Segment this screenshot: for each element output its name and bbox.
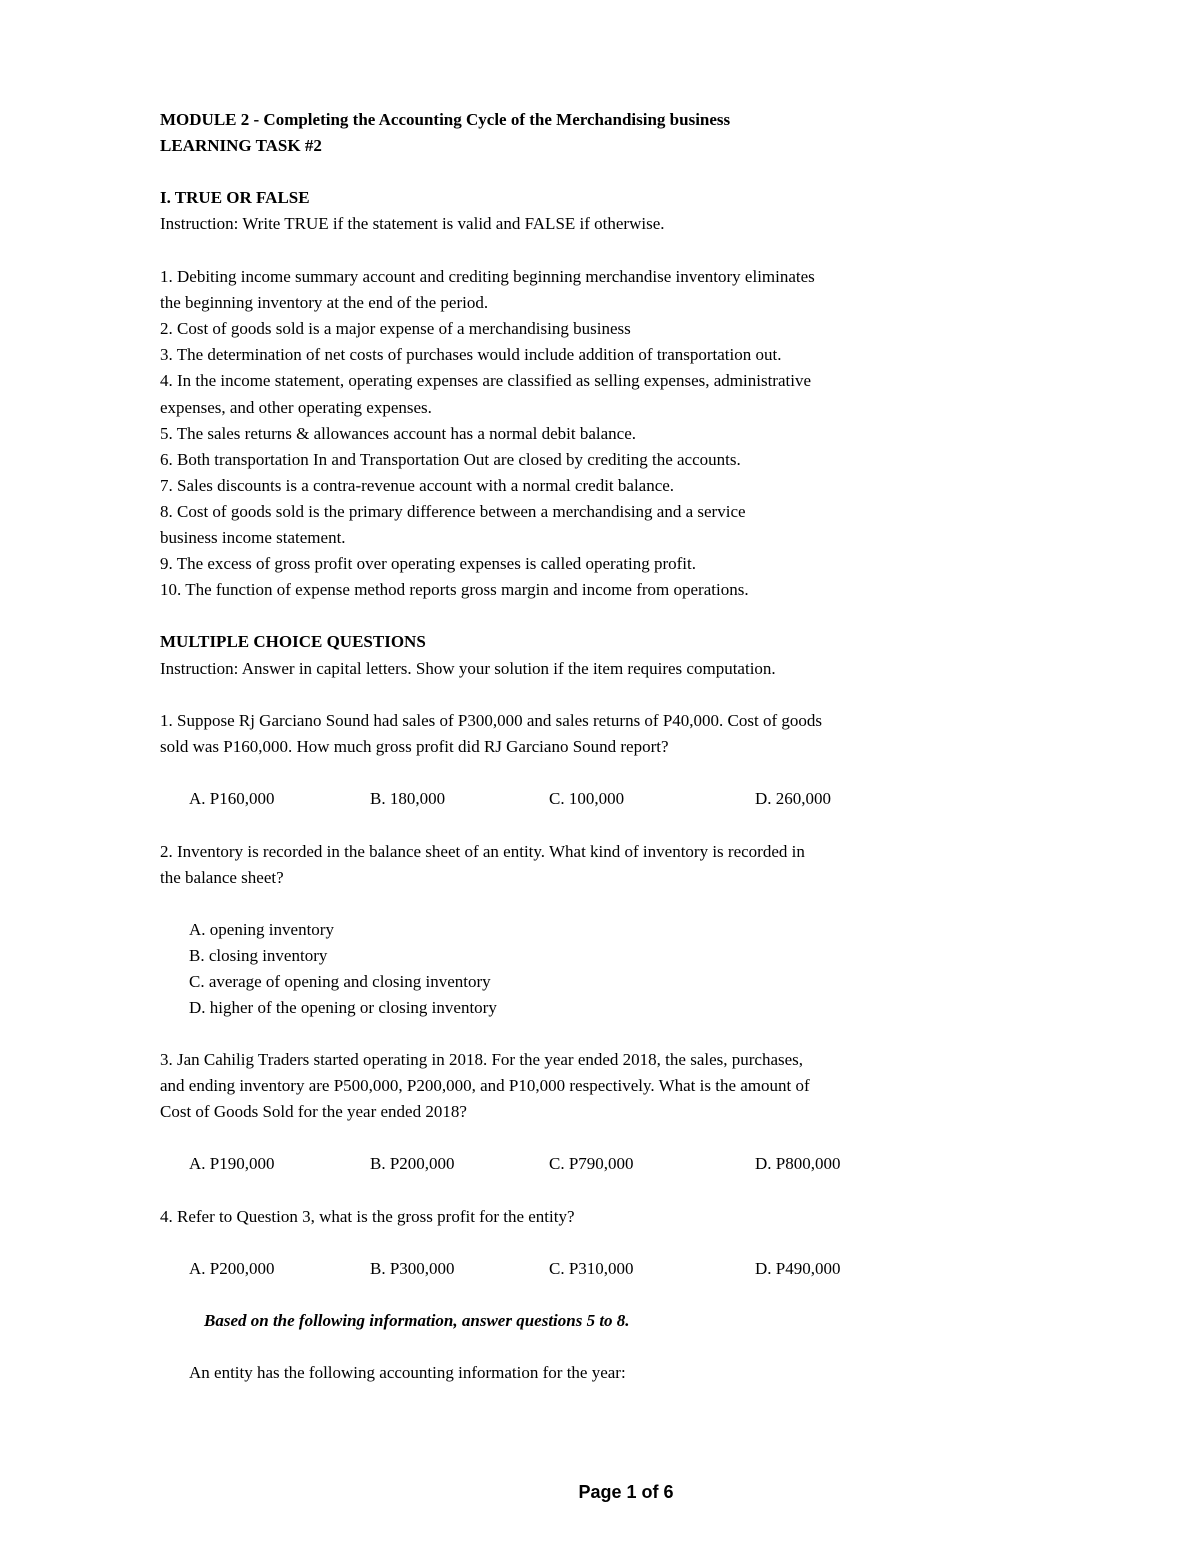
module-title: MODULE 2 - Completing the Accounting Cycle of the Merchandising business bbox=[160, 110, 731, 129]
tf-item-4-line-1: 4. In the income statement, operating expenses are classified as selling expenses, administrative bbox=[160, 371, 811, 390]
mc-q3-option-b: B. P200,000 bbox=[370, 1154, 455, 1173]
tf-item-2: 2. Cost of goods sold is a major expense of a merchandising business bbox=[160, 319, 631, 338]
mc-q4-option-a: A. P200,000 bbox=[189, 1259, 275, 1278]
mc-q4-option-d: D. P490,000 bbox=[755, 1259, 841, 1278]
tf-item-5: 5. The sales returns & allowances account has a normal debit balance. bbox=[160, 424, 636, 443]
mc-question-3-line-2: and ending inventory are P500,000, P200,000, and P10,000 respectively. What is the amount of bbox=[160, 1076, 810, 1095]
tf-item-1-line-1: 1. Debiting income summary account and crediting beginning merchandise inventory eliminates bbox=[160, 267, 815, 286]
mc-q2-option-d: D. higher of the opening or closing inventory bbox=[189, 998, 497, 1017]
entity-info: An entity has the following accounting information for the year: bbox=[189, 1363, 626, 1382]
true-false-heading: I. TRUE OR FALSE bbox=[160, 188, 310, 207]
mc-q2-option-a: A. opening inventory bbox=[189, 920, 334, 939]
tf-item-4-line-2: expenses, and other operating expenses. bbox=[160, 398, 432, 417]
multiple-choice-heading: MULTIPLE CHOICE QUESTIONS bbox=[160, 632, 426, 651]
tf-item-3: 3. The determination of net costs of purchases would include addition of transportation out. bbox=[160, 345, 782, 364]
mc-q3-option-a: A. P190,000 bbox=[189, 1154, 275, 1173]
mc-q3-option-d: D. P800,000 bbox=[755, 1154, 841, 1173]
mc-q1-option-a: A. P160,000 bbox=[189, 789, 275, 808]
multiple-choice-instruction: Instruction: Answer in capital letters. Show your solution if the item requires computation. bbox=[160, 659, 776, 678]
mc-question-1-line-2: sold was P160,000. How much gross profit did RJ Garciano Sound report? bbox=[160, 737, 669, 756]
mc-question-3-line-1: 3. Jan Cahilig Traders started operating in 2018. For the year ended 2018, the sales, purchases, bbox=[160, 1050, 804, 1069]
mc-q2-option-c: C. average of opening and closing inventory bbox=[189, 972, 491, 991]
tf-item-9: 9. The excess of gross profit over operating expenses is called operating profit. bbox=[160, 554, 696, 573]
tf-item-6: 6. Both transportation In and Transportation Out are closed by crediting the accounts. bbox=[160, 450, 741, 469]
mc-q3-option-c: C. P790,000 bbox=[549, 1154, 634, 1173]
tf-item-7: 7. Sales discounts is a contra-revenue account with a normal credit balance. bbox=[160, 476, 675, 495]
mc-question-4: 4. Refer to Question 3, what is the gross profit for the entity? bbox=[160, 1207, 575, 1226]
tf-item-10: 10. The function of expense method reports gross margin and income from operations. bbox=[160, 580, 749, 599]
true-false-instruction: Instruction: Write TRUE if the statement is valid and FALSE if otherwise. bbox=[160, 214, 665, 233]
task-title: LEARNING TASK #2 bbox=[160, 136, 322, 155]
mc-q1-option-c: C. 100,000 bbox=[549, 789, 625, 808]
tf-item-1-line-2: the beginning inventory at the end of the period. bbox=[160, 293, 489, 312]
tf-item-8-line-2: business income statement. bbox=[160, 528, 346, 547]
mc-question-3-line-3: Cost of Goods Sold for the year ended 2018? bbox=[160, 1102, 467, 1121]
mc-q1-option-b: B. 180,000 bbox=[370, 789, 446, 808]
tf-item-8-line-1: 8. Cost of goods sold is the primary difference between a merchandising and a service bbox=[160, 502, 746, 521]
mc-question-2-line-1: 2. Inventory is recorded in the balance sheet of an entity. What kind of inventory is recorded in bbox=[160, 842, 805, 861]
based-on-note: Based on the following information, answer questions 5 to 8. bbox=[204, 1311, 630, 1330]
page-number: Page 1 of 6 bbox=[578, 1482, 674, 1502]
mc-q2-option-b: B. closing inventory bbox=[189, 946, 328, 965]
mc-q1-option-d: D. 260,000 bbox=[755, 789, 832, 808]
mc-question-1-line-1: 1. Suppose Rj Garciano Sound had sales of P300,000 and sales returns of P40,000. Cost of goods bbox=[160, 711, 823, 730]
mc-q4-option-c: C. P310,000 bbox=[549, 1259, 634, 1278]
mc-question-2-line-2: the balance sheet? bbox=[160, 868, 284, 887]
mc-q4-option-b: B. P300,000 bbox=[370, 1259, 455, 1278]
